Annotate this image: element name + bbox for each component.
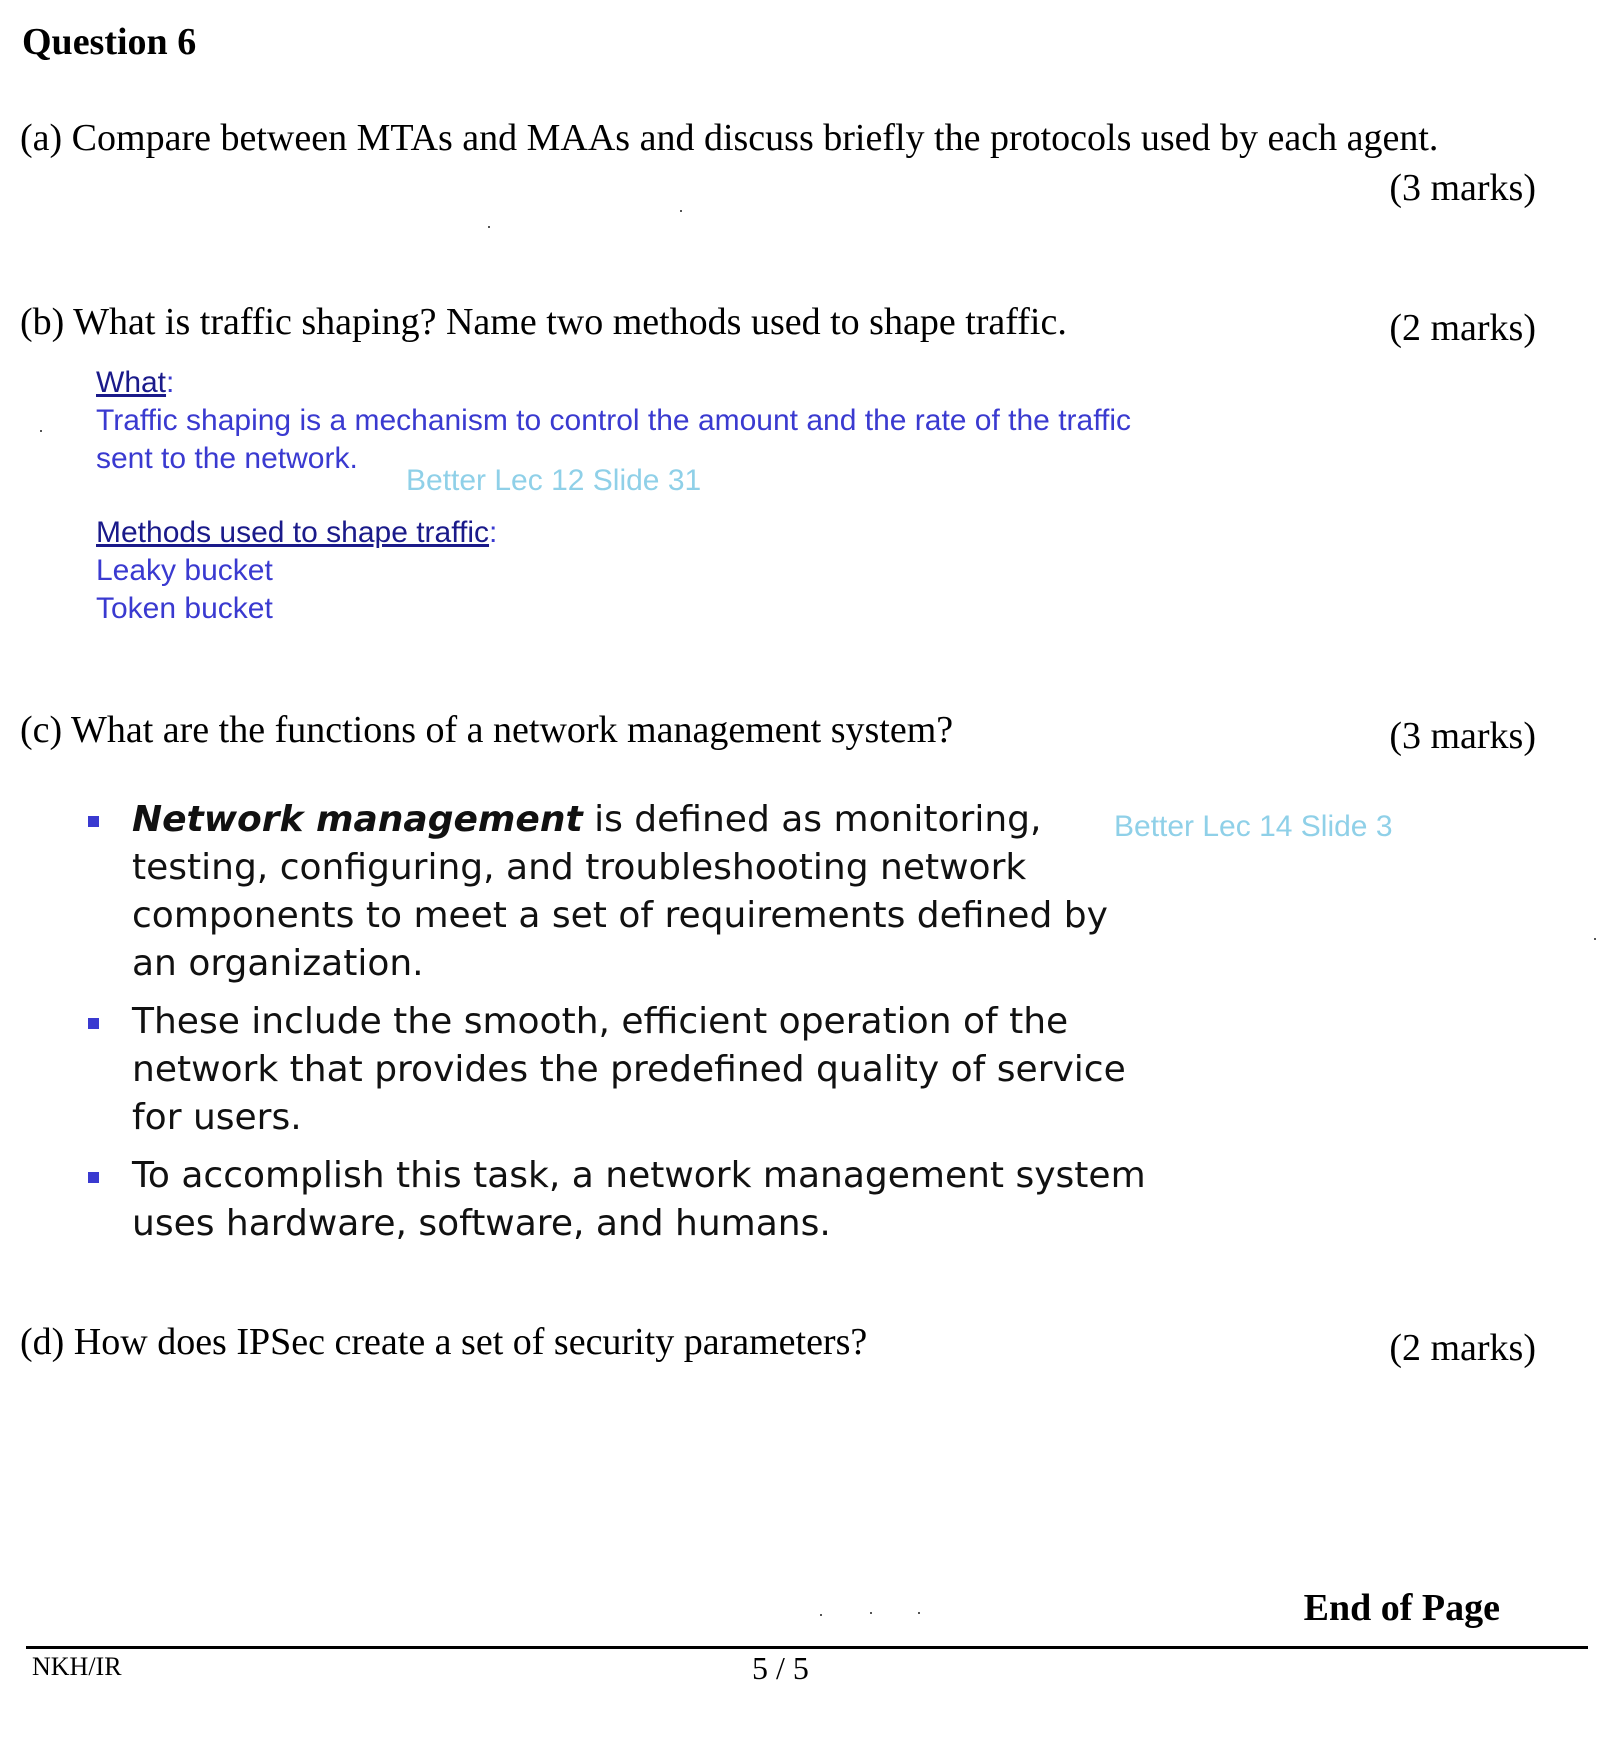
end-of-page: End of Page: [1303, 1587, 1500, 1629]
answer-b-methods-colon: :: [489, 516, 498, 549]
question-d-text: (d) How does IPSec create a set of security parameters?: [20, 1321, 868, 1363]
scan-speck: [40, 430, 42, 432]
answer-b-what-colon: :: [166, 366, 175, 399]
scan-speck: [918, 1612, 920, 1614]
answer-b-line2: sent to the network.: [96, 442, 358, 475]
question-b-text: (b) What is traffic shaping? Name two methods used to shape traffic.: [20, 301, 1067, 343]
question-a-text: (a) Compare between MTAs and MAAs and discuss briefly the protocols used by each agent.: [20, 117, 1439, 159]
answer-c-bullet-3: [88, 1152, 1148, 1248]
scan-speck: [1594, 938, 1596, 940]
answer-c-bullet-2: [88, 998, 1148, 1142]
answer-b-methods-label: Methods used to shape traffic: [96, 516, 490, 549]
answer-c-bullet-1-text: is defined as monitoring, testing, configuring, and troubleshooting network components to meet a set of requirements defined by an organization.: [132, 799, 1108, 984]
answer-b-what-heading: [96, 366, 174, 400]
footer-rule: [26, 1646, 1588, 1649]
bullet-square-icon: [88, 1172, 99, 1183]
answer-c-reference: Better Lec 14 Slide 3: [1114, 810, 1393, 843]
answer-b-reference: Better Lec 12 Slide 31: [406, 464, 702, 497]
scan-speck: [488, 226, 490, 228]
answer-b-method-2: Token bucket: [96, 592, 273, 625]
answer-c-bullet-1: [88, 796, 1148, 988]
question-c-text: (c) What are the functions of a network management system?: [20, 709, 954, 751]
answer-c-bullet-3-text: To accomplish this task, a network management system uses hardware, software, and humans.: [132, 1155, 1146, 1244]
question-d-marks: (2 marks): [1389, 1327, 1536, 1369]
answer-b-method-1: Leaky bucket: [96, 554, 273, 587]
answer-c-bullet-1-term: Network management: [132, 799, 583, 840]
question-a-marks: (3 marks): [1389, 167, 1536, 209]
scan-speck: [820, 1614, 822, 1616]
bullet-square-icon: [88, 816, 99, 827]
question-c-marks: (3 marks): [1389, 715, 1536, 757]
question-title: Question 6: [22, 21, 197, 63]
answer-c-bullets: [88, 796, 1148, 1258]
answer-c-bullet-2-text: These include the smooth, efficient operation of the network that provides the predefined quality of service for users.: [132, 1001, 1126, 1138]
scan-speck: [870, 1612, 872, 1614]
answer-b-line1: Traffic shaping is a mechanism to control the amount and the rate of the traffic: [96, 404, 1131, 437]
footer-author: NKH/IR: [32, 1652, 122, 1681]
scan-speck: [680, 210, 682, 212]
bullet-square-icon: [88, 1018, 99, 1029]
question-b-marks: (2 marks): [1389, 307, 1536, 349]
answer-b-methods-heading: [96, 516, 497, 550]
page-number: 5 / 5: [752, 1650, 809, 1686]
answer-b-what-label: What: [96, 366, 167, 399]
